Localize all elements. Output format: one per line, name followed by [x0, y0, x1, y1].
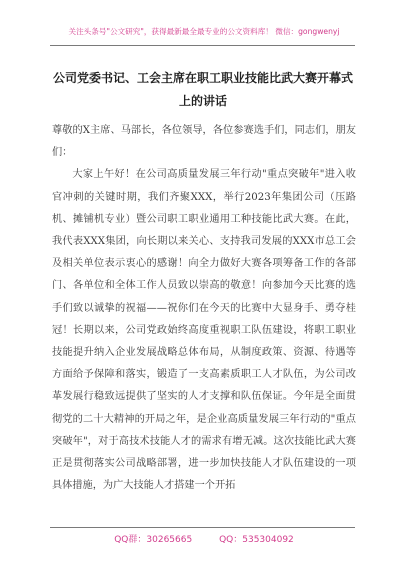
greeting-paragraph: 尊敬的X主席、马部长，各位领导，各位参赛选手们，同志们，朋友们： [52, 125, 356, 159]
document-body [52, 120, 356, 497]
document-title: 公司党委书记、工会主席在职工职业技能比武大赛开幕式上的讲话 [52, 71, 353, 108]
footer-contact [0, 532, 408, 545]
body-paragraph: 大家上午好！在公司高质量发展三年行动"重点突破年"进入收官冲刺的关键时期，我们齐聚XXX，举行2023年集团公司（压路机、摊铺机专业）暨公司职工职业通用工种技能比武大赛。在此，我代表XXX集团，向长期以来关心、支持我司发展的XXX市总工会及相关单位表示衷心的感谢！向全力做好大赛各项筹备工作的各部门、各单位和全体工作人员致以崇高的敬意！向参加今天比赛的选手们致以诚挚的祝福——祝你们在今天的比赛中大显身手、勇夺桂冠！长期以来，公司党政始终高度重视职工队伍建设，将职工职业技能提升纳入企业发展战略总体布局，从制度政策、资源、待遇等方面给予保障和落实，锻造了一支高素质职工人才队伍，为公司改革发展行稳致远提供了坚实的人才支撑和队伍保证。今年是全面贯彻党的二十大精神的开局之年，是企业高质量发展三年行动的"重点突破年"，对于高技术技能人才的需求有增无减。这次技能比武大赛正是贯彻落实公司战略部署，进一步加快技能人才队伍建设的一项具体措施，为广大技能人才搭建一个开拓 [52, 169, 356, 492]
footer-divider [50, 527, 355, 528]
footer-qq-number: QQ：535304092 [219, 535, 294, 545]
header-banner: 关注头条号"公文研究"，获得最新最全最专业的公文资料库！ 微信：gongwenyj [68, 27, 340, 36]
footer-qq-group: QQ群：30265665 [114, 535, 193, 545]
header-divider [50, 45, 355, 46]
